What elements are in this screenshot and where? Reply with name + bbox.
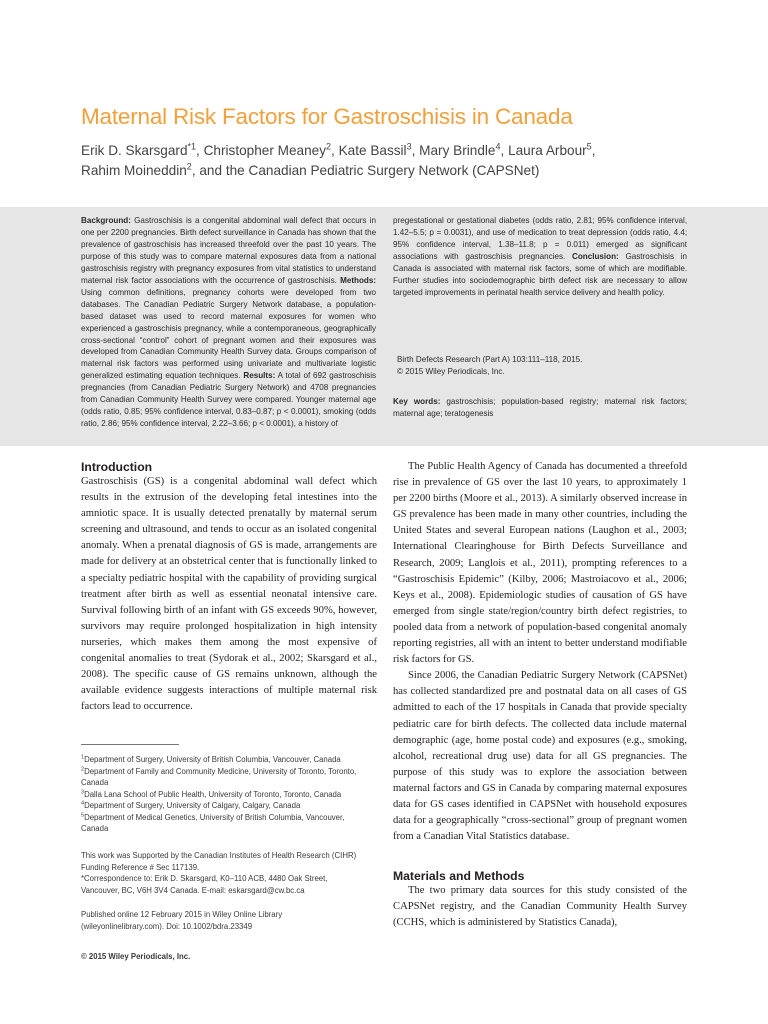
abstract-background-text: Gastroschisis is a congenital abdominal wall defect that occurs in one per 2200 pregnancies. Birth defect surveillance in Canada has shown that the prevalence of gastroschisis has increased threefold over the past 10 years. The purpose of this study was to compare maternal exposures data from a national gastroschisis registry with pregnancy exposures from vital statistics to understand maternal risk factor associations with the occurrence of gastroschisis. xyxy=(81,216,377,285)
article-title: Maternal Risk Factors for Gastroschisis in Canada xyxy=(81,104,573,129)
affiliations xyxy=(81,754,365,835)
affiliation-mark: 2 xyxy=(81,765,85,772)
abstract-results-label: Results: xyxy=(243,371,276,381)
funding-note xyxy=(81,850,365,873)
journal-citation xyxy=(397,354,685,378)
introduction-paragraph xyxy=(81,474,377,715)
author-name: Rahim Moineddin xyxy=(81,163,187,178)
citation-line: Birth Defects Research (Part A) 103:111–118, 2015. xyxy=(397,355,583,364)
affiliation-mark: 1 xyxy=(81,754,85,761)
body-paragraph: The Public Health Agency of Canada has documented a threefold rise in prevalence of GS over the last 10 years, to approximately 1 per 2200 births (Moore et al., 2013). A similarly observed increase in GS prevalence has been made in many other countries, including the United States and several European nations (Laughon et al., 2003; International Clearinghouse for Birth Defects Surveillance and Research, 2009; Langlois et al., 2011), prompting references to a “Gastroschisis Epidemic” (Kilby, 2006; Mastroiacovo et al., 2006; Keys et al., 2008). Epidemiologic studies of causation of GS have emerged from single state/region/country birth defect registries, to pooled data from a network of population-based congenital anomaly reporting registries, all with an intent to better understand modifiable risk factors for GS. xyxy=(393,461,687,666)
correspondence-note xyxy=(81,873,365,896)
author-affiliation-mark: 2 xyxy=(186,161,192,172)
body-paragraph: Gastroschisis (GS) is a congenital abdominal wall defect which results in the extrusion of the developing fetal intestines into the amniotic space. It is usually detected prenatally by maternal serum screening and ultrasound, and tends to occur as an isolated congenital anomaly. When a prenatal diagnosis of GS is made, arrangements are made for delivery at an obstetrical center that is functionally linked to a specialty pediatric hospital with the capability of providing surgical treatment after birth as well as essential neonatal intensive care. Survival following birth of an infant with GS exceeds 90%, however, survivors may require prolonged hospitalization in high intensity nurseries, which makes them among the most expensive of congenital anomalies to treat (Sydorak et al., 2002; Skarsgard et al., 2008). The specific cause of GS remains unknown, although the available evidence suggests interactions of multiple maternal risk factors lead to occurrence. xyxy=(81,476,377,713)
author-name: Kate Bassil xyxy=(338,143,407,158)
correspondence-text: *Correspondence to: Erik D. Skarsgard, K0–110 ACB, 4480 Oak Street, Vancouver, BC, V6H 3V4 Canada. E-mail: eskarsgard@cw.bc.ca xyxy=(81,874,328,895)
keywords xyxy=(393,396,687,420)
affiliation-text: Department of Surgery, University of British Columbia, Vancouver, Canada xyxy=(84,755,341,764)
publication-note xyxy=(81,909,365,932)
body-paragraph: Since 2006, the Canadian Pediatric Surgery Network (CAPSNet) has collected standardized pre and postnatal data on all cases of GS admitted to each of the 17 hospitals in Canada that provide specialty pediatric care for birth defects. The collected data include maternal demographic (age, home postal code) and exposures (e.g., smoking, alcohol, recreational drug use) data for all GS pregnancies. The purpose of this study was to explore the association between maternal factors and GS in Canada by comparing maternal exposures data for GS cases identified in CAPSNet with household exposures data for a geographically “cross-sectional” group of pregnant women from a Canadian Vital Statistics database. xyxy=(393,670,687,843)
author-list: Erik D. Skarsgard$^{*1}$, Christopher Meaney$^2$, Kate Bassil$^3$, Mary Brindle$^4$, Laura Arbour$^5$, Rahim Moineddin$^2$, and the Canadian Pediatric Surgery Network (CAPSNet) xyxy=(81,141,596,178)
abstract-results-text-continued: pregestational or gestational diabetes (odds ratio, 2.81; 95% confidence interval, 1.42–5.5; p = 0.0031), and use of medication to treat depression (odds ratio, 4.4; 95% confidence interval, 1.38–11.8; p = 0.011) emerged as significant associations with gastroschisis pregnancies. xyxy=(393,216,688,261)
abstract-results-text: A total of 692 gastroschisis pregnancies (from Canadian Pediatric Surgery Network) and 4708 pregnancies from Canadian Community Health Survey were compared. Younger maternal age (odds ratio, 0.85; 95% confidence interval, 0.83–0.87; p < 0.0001), smoking (odds ratio, 2.86; 95% confidence interval, 2.22–3.66; p < 0.0001), a history of xyxy=(81,371,377,429)
author-affiliation-mark: 3 xyxy=(406,141,412,152)
funding-text: This work was Supported by the Canadian Institutes of Health Research (CIHR) Funding Reference # Sec 117139. xyxy=(81,851,357,872)
author-list-tail: and the Canadian Pediatric Surgery Network (CAPSNet) xyxy=(199,163,540,178)
author-affiliation-mark: 2 xyxy=(326,141,332,152)
author-affiliation-mark: *1 xyxy=(187,141,197,152)
abstract-methods-text: Using common definitions, pregnancy cohorts were developed from two databases. The Canadian Pediatric Surgery Network database, a population-based dataset was used to record maternal exposures for women who experienced a gastroschisis pregnancy, while a contemporaneous, geographically cross-sectional “control” cohort of pregnant women and their exposures was developed from Canadian Community Health Survey data. Groups comparison of maternal risk factors was performed using univariate and multivariate logistic generalized estimating equation techniques. xyxy=(81,287,377,381)
right-text-column xyxy=(393,459,687,845)
affiliation-text: Dalla Lana School of Public Health, University of Toronto, Toronto, Canada xyxy=(84,789,342,799)
affiliation-text: Department of Medical Genetics, University of British Columbia, Vancouver, Canada xyxy=(81,812,345,833)
abstract-left-column xyxy=(81,215,376,430)
introduction-heading: Introduction xyxy=(81,460,153,474)
methods-heading: Materials and Methods xyxy=(393,869,525,883)
author-name: Christopher Meaney xyxy=(203,143,326,158)
author-name: Laura Arbour xyxy=(508,143,587,158)
methods-paragraph xyxy=(393,883,687,931)
abstract-conclusion-label-continued: Conclusion: xyxy=(571,251,619,261)
author-affiliation-mark: 5 xyxy=(586,141,592,152)
author-affiliation-mark: 4 xyxy=(495,141,501,152)
body-paragraph: The two primary data sources for this study consisted of the CAPSNet registry, and the Canadian Community Health Survey (CCHS, which is administered by Statistics Canada), xyxy=(393,885,687,929)
affiliation-text: Department of Family and Community Medicine, University of Toronto, Toronto, Canada xyxy=(81,766,357,787)
affiliation-text: Department of Surgery, University of Calgary, Calgary, Canada xyxy=(84,801,301,810)
affiliation-mark: 5 xyxy=(81,811,85,818)
abstract-methods-label: Methods: xyxy=(340,275,377,285)
abstract-right-column xyxy=(393,215,687,299)
abstract-background-label: Background: xyxy=(81,216,131,225)
footnote-divider xyxy=(81,744,179,745)
citation-copyright: © 2015 Wiley Periodicals, Inc. xyxy=(397,366,505,376)
abstract-conclusion-text-continued: Gastroschisis in Canada is associated with maternal risk factors, some of which are modifiable. Further studies into sociodemographic birth defect risk are necessary to allow targeted improvements in perinatal health service delivery and health policy. xyxy=(393,251,688,297)
copyright-footer: © 2015 Wiley Periodicals, Inc. xyxy=(81,952,191,961)
publication-text: Published online 12 February 2015 in Wiley Online Library (wileyonlinelibrary.com). Doi: 10.1002/bdra.23349 xyxy=(81,910,283,931)
author-name: Mary Brindle xyxy=(419,143,496,158)
affiliation-mark: 3 xyxy=(81,788,85,795)
affiliation-mark: 4 xyxy=(81,800,85,807)
keywords-text: gastroschisis; population-based registry; maternal risk factors; maternal age; teratogenesis xyxy=(393,397,687,418)
author-name: Erik D. Skarsgard xyxy=(81,143,188,158)
keywords-label: Key words: xyxy=(393,397,441,406)
